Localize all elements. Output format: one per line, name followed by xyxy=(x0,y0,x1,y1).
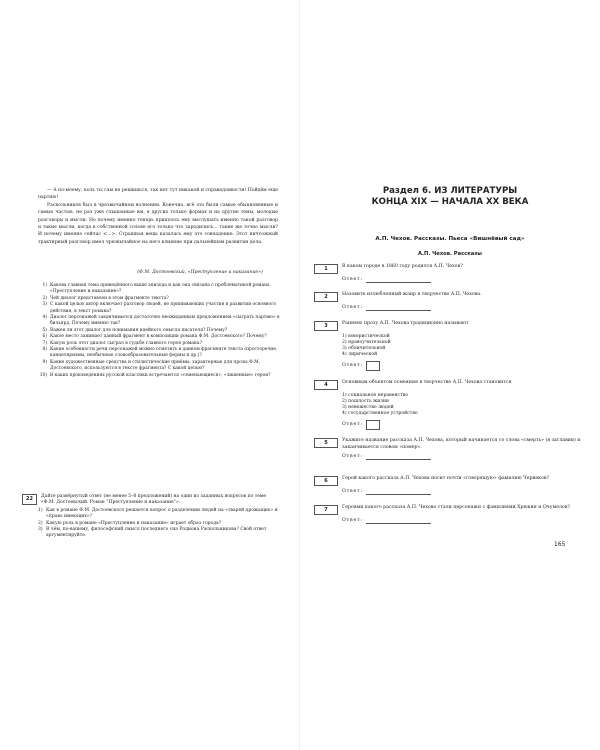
item-text: Важен ли этот диалог для понимания идейного смысла писателя? Почему? xyxy=(50,327,228,333)
item-number: 10) xyxy=(39,372,47,378)
task-text: Раннюю прозу А.П. Чехова традиционно называют xyxy=(342,321,469,326)
task-text: Герой какого рассказа А.П. Чехова носит почти «говорящую» фамилию Червяков? xyxy=(342,476,550,481)
task-5 xyxy=(314,438,584,461)
task-number-badge: 4 xyxy=(314,380,338,390)
task-number-badge: 2 xyxy=(314,292,338,302)
option-item: 1) юмористической xyxy=(342,334,390,339)
section-title xyxy=(300,186,600,207)
list-item xyxy=(38,508,280,521)
task-text: Основным объектом осмеяния в творчестве А.П. Чехова становится xyxy=(342,380,512,385)
task-22 xyxy=(22,494,280,540)
task-number-badge: 5 xyxy=(314,438,338,448)
item-number: 4) xyxy=(42,315,47,321)
item-text: Какую роль в романе «Преступление и наказание» играет образ города? xyxy=(46,520,222,526)
right-page xyxy=(300,0,600,750)
item-number: 1) xyxy=(42,283,47,288)
task-22-options xyxy=(38,508,280,540)
list-item xyxy=(38,283,280,296)
task-text: В каком городе в 1860 году родился А.П. Чехов? xyxy=(342,264,463,269)
item-number: 7) xyxy=(42,340,47,346)
item-number: 6) xyxy=(42,334,47,340)
option-item: 4) лирической xyxy=(342,352,378,357)
item-text: С какой целью автор включает разговор людей, не принимающих участия в развитии основного действия, в текст романа? xyxy=(50,302,277,314)
option-item: 2) пошлость жизни xyxy=(342,399,389,404)
item-number: 2) xyxy=(42,295,47,301)
subsection-title: А.П. Чехов. Рассказы xyxy=(418,251,482,257)
task-text: Укажите название рассказа А.П. Чехова, который начинается со слова «смерть» (в заглавии) и заканчивается словом «помер». xyxy=(342,438,581,450)
task-4 xyxy=(314,380,584,430)
item-text: Какую роль этот диалог сыграл в судьбе главного героя романа? xyxy=(50,340,202,346)
item-number: 3) xyxy=(42,302,47,308)
excerpt-source: (Ф.М. Достоевский, «Преступление и наказание») xyxy=(137,270,263,275)
item-text: Какова главная тема приведённого выше эпизода и как она связана с проблематикой романа «Преступление и наказание»? xyxy=(50,283,270,295)
section-subtitle: А.П. Чехов. Рассказы. Пьеса «Вишнёвый сад» xyxy=(375,236,525,242)
answer-box[interactable] xyxy=(366,361,380,371)
item-number: 5) xyxy=(42,327,47,333)
answer-field[interactable] xyxy=(366,278,431,283)
answer-label: Ответ: xyxy=(342,277,363,282)
task-text: Героями какого рассказа А.П. Чехова стали персонажи с фамилиями Хрюкин и Очумелов? xyxy=(342,505,570,510)
option-item: 2) нравоучительной xyxy=(342,340,391,345)
task-2 xyxy=(314,292,584,312)
task-number-badge: 22 xyxy=(22,494,37,505)
task-number-badge: 6 xyxy=(314,476,338,486)
item-text: В каких произведениях русской классики встречаются «семенающиеся», «лишенные» герои? xyxy=(50,372,271,378)
task-6 xyxy=(314,476,584,496)
task-text: Дайте развёрнутый ответ (не менее 5–8 предложений) на один из заданных вопросов по теме «Ф.М. Достоевский. Роман “Преступление и наказание”». xyxy=(41,494,267,506)
item-number: 8) xyxy=(42,347,47,353)
answer-field[interactable] xyxy=(366,306,431,311)
list-item xyxy=(38,373,280,379)
answer-label: Ответ: xyxy=(342,305,363,310)
excerpt-text xyxy=(38,187,278,246)
list-item xyxy=(38,360,280,373)
options-list xyxy=(342,393,584,417)
answer-label: Ответ: xyxy=(342,518,363,523)
answer-field[interactable] xyxy=(366,455,431,460)
section-title-line: Раздел 6. ИЗ ЛИТЕРАТУРЫ xyxy=(382,186,518,196)
option-item: 1) социальное неравенство xyxy=(342,393,408,398)
item-number: 3) xyxy=(38,527,43,533)
option-item: 4) государственное устройство xyxy=(342,411,418,416)
option-item: 3) невежество людей xyxy=(342,405,394,410)
option-item: 3) обличительной xyxy=(342,346,386,351)
answer-field[interactable] xyxy=(366,519,431,524)
answer-label: Ответ: xyxy=(342,489,363,494)
task-1 xyxy=(314,264,584,284)
answer-box[interactable] xyxy=(366,420,380,430)
answer-label: Ответ: xyxy=(342,421,363,427)
task-text: Назовите излюбленный жанр в творчестве А.П. Чехова. xyxy=(342,292,482,297)
section-title-line: КОНЦА XIX — НАЧАЛА XX ВЕКА xyxy=(371,196,529,207)
item-text: В чём, по-вашему, философский смысл последнего сна Родиона Раскольникова? Свой ответ аргументируйте. xyxy=(46,527,267,539)
item-text: Какие особенности речи персонажей можно отметить в данном фрагменте текста (просторечие, канцеляризмы, необычные словообразовательные формы и др.)? xyxy=(50,347,278,359)
excerpt-paragraph: Раскольников был в чрезвычайном волнении. Конечно, всё это были самые обыкновенные и самые частые, не раз уже слышанные им, в других только формах и на другие темы, молодые разговоры и мысли. Но почему именно теперь пришлось ему выслушать именно такой разговор и такие мысли, когда в собственной голове его только что зародились… такие же точно мысли? И почему именно сейчас <…>. Страшная вещь казалась ему это совпадение. Этот ничтожный трактирный разговор имел чрезвычайное на него влияние при дальнейшем развитии дела. xyxy=(38,202,278,245)
questions-list xyxy=(38,283,280,379)
item-text: Как в романе Ф.М. Достоевского решается вопрос о разделении людей на «тварей дрожащих» и «право имеющих»? xyxy=(46,507,278,520)
item-text: Чей диалог представлен в этом фрагменте текста? xyxy=(50,295,169,301)
item-number: 1) xyxy=(38,507,43,513)
task-3 xyxy=(314,321,584,371)
options-list xyxy=(342,334,584,358)
page-number: 165 xyxy=(554,541,566,548)
item-number: 2) xyxy=(38,520,43,526)
excerpt-paragraph: — А по-моему, коль ты сам не решишься, так нет тут никакой и справедливости! Пойдём еще партию! xyxy=(38,188,278,201)
item-text: Диалог персонажей заканчивается достаточно неожиданным предложением «сыграть партию» в бильярд. Почему именно так? xyxy=(50,315,280,327)
answer-label: Ответ: xyxy=(342,362,363,368)
answer-label: Ответ: xyxy=(342,454,363,460)
list-item xyxy=(38,347,280,360)
list-item xyxy=(38,315,280,328)
list-item xyxy=(38,302,280,315)
item-text: Какое место занимает данный фрагмент в композиции романа Ф.М. Достоевского? Почему? xyxy=(50,334,267,340)
list-item xyxy=(38,527,280,540)
item-text: Какие художественные средства и стилистические приёмы, характерные для прозы Ф.М. Достоевского, используются в тексте фрагмента? С какой целью? xyxy=(50,359,260,372)
task-number-badge: 3 xyxy=(314,321,338,331)
task-number-badge: 7 xyxy=(314,505,338,515)
task-number-badge: 1 xyxy=(314,264,338,274)
task-7 xyxy=(314,505,584,525)
answer-field[interactable] xyxy=(366,490,431,495)
item-number: 9) xyxy=(42,359,47,365)
